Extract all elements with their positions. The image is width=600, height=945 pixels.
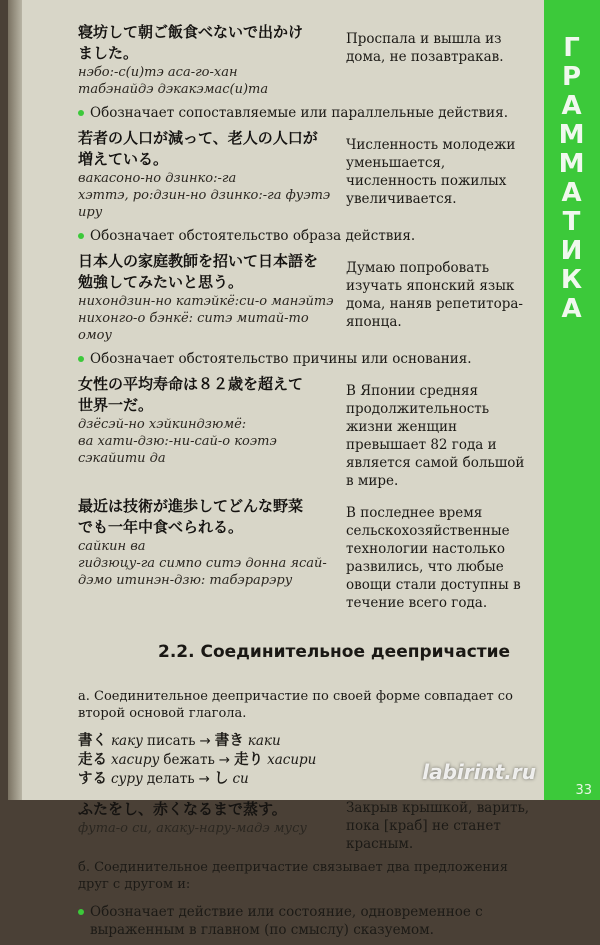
arrow-right-icon: →	[198, 771, 210, 787]
jp-text: 若者の人口が減って、老人の人口が	[78, 129, 318, 147]
jp-text: 最近は技術が進歩してどんな野菜	[78, 497, 304, 515]
verb-dict-form: 書く	[78, 733, 107, 749]
translation: В Японии средняя продолжительность жизни женщин превышает 82 года и является самой большой в мире.	[346, 383, 525, 489]
transcription: нихондзин-но катэйкё:си-о манэйтэ	[78, 294, 334, 309]
example-jp-col	[78, 22, 346, 98]
translation: Закрыв крышкой, варить, пока [краб] не станет красным.	[346, 800, 530, 852]
bullet-dot-icon	[78, 110, 84, 116]
paragraph-b: б. Соединительное деепричастие связывает два предложения друг с другом и:	[78, 860, 508, 892]
example-row	[78, 128, 538, 221]
transcription: иру	[78, 205, 103, 220]
verb-meaning: писать	[147, 733, 196, 749]
transcription: дзёсэй-но хэйкиндзюмё:	[78, 417, 247, 432]
verb-row	[78, 732, 538, 751]
jp-text: ふたをし、赤くなるまで蒸す。	[78, 800, 287, 818]
bullet-item: Обозначает действие или состояние, одновременное с выраженным в главном (по смыслу) сказуемом.	[78, 903, 538, 939]
strip-letter: А	[561, 91, 583, 121]
transcription: сэкайити да	[78, 451, 166, 466]
strip-letter: К	[560, 265, 584, 295]
example-row	[78, 496, 538, 612]
example-row	[78, 22, 538, 98]
strip-letter: М	[558, 120, 586, 150]
transcription: гидзюцу-га симпо ситэ донна ясай-	[78, 556, 327, 571]
arrow-right-icon: →	[199, 733, 211, 749]
example-jp-col	[78, 374, 346, 490]
verb-stem-form: 書き	[214, 733, 244, 749]
strip-letter: И	[560, 236, 584, 266]
page-edge	[8, 0, 22, 800]
transcription: хэттэ, ро:дзин-но дзинко:-га фуэтэ	[78, 188, 331, 203]
example-jp-col	[78, 251, 346, 344]
transcription: нихонго-о бэнкё: ситэ митай-то омоу	[78, 311, 309, 343]
transcription: ва хати-дзю:-ни-сай-о коэтэ	[78, 434, 277, 449]
jp-text: ました。	[78, 44, 139, 62]
bullet-dot-icon	[78, 233, 84, 239]
transcription: сайкин ва	[78, 539, 146, 554]
verb-reading: каку	[111, 733, 144, 749]
bullet-item: Обозначает обстоятельство образа действия.	[78, 227, 538, 245]
strip-letter: Р	[561, 62, 583, 92]
translation: Численность молодежи уменьшается, численность пожилых увеличивается.	[346, 137, 516, 207]
page-content	[78, 22, 538, 945]
strip-letter: Т	[562, 207, 582, 237]
verb-meaning: бежать	[163, 752, 215, 768]
verb-meaning: делать	[146, 771, 195, 787]
jp-text: 日本人の家庭教師を招いて日本語を	[78, 252, 319, 270]
strip-letter: М	[558, 149, 586, 179]
bullet-item: Обозначает сопоставляемые или параллельные действия.	[78, 104, 538, 122]
bullet-dot-icon	[78, 356, 84, 362]
jp-text: 寝坊して朝ご飯食べないで出かけ	[78, 23, 304, 41]
strip-letter: А	[561, 178, 583, 208]
book-page	[8, 0, 600, 938]
arrow-right-icon: →	[218, 752, 231, 768]
section-title: 2.2. Соединительное деепричастие	[158, 642, 511, 662]
translation: В последнее время сельскохозяйственные технологии настолько развились, что любые овощи стали доступны в течение всего года.	[346, 505, 521, 611]
verb-stem-form: 走り	[234, 752, 264, 768]
translation: Проспала и вышла из дома, не позавтракав.	[346, 31, 504, 65]
transcription: дэмо итинэн-дзю: табэрарэру	[78, 573, 293, 588]
page-number: 33	[575, 783, 592, 798]
verb-stem-reading: си	[232, 771, 249, 787]
jp-text: 増えている。	[78, 150, 169, 168]
vertical-title	[544, 34, 600, 324]
verb-dict-form: する	[78, 771, 107, 787]
example-crab	[78, 799, 538, 853]
strip-letter: А	[561, 294, 583, 324]
watermark-logo: labirint.ru	[422, 760, 536, 784]
transcription: табэнайдэ дэкакэмас(и)та	[78, 82, 269, 97]
section-strip	[544, 0, 600, 800]
example-jp-col	[78, 128, 346, 221]
transcription: вакасоно-но дзинко:-га	[78, 171, 237, 186]
verb-reading: хасиру	[111, 752, 160, 768]
bullet-item: Обозначает обстоятельство причины или основания.	[78, 350, 538, 368]
transcription: нэбо:-с(и)тэ аса-го-хан	[78, 65, 238, 80]
example-row	[78, 374, 538, 490]
verb-stem-reading: каки	[247, 733, 281, 749]
example-jp-col	[78, 496, 346, 612]
verb-dict-form: 走る	[78, 752, 107, 768]
translation: Думаю попробовать изучать японский язык дома, наняв репетитора-японца.	[346, 260, 523, 330]
paragraph-a: а. Соединительное деепричастие по своей форме совпадает со второй основой глагола.	[78, 689, 513, 721]
verb-stem-reading: хасири	[267, 752, 317, 768]
jp-text: でも一年中食べられる。	[78, 518, 244, 536]
jp-text: 世界一だ。	[78, 396, 154, 414]
strip-letter: Г	[563, 33, 581, 63]
verb-stem-form: し	[213, 771, 229, 787]
transcription: фута-о си, акаку-нару-мадэ мусу	[78, 821, 307, 836]
verb-reading: суру	[111, 771, 143, 787]
jp-text: 女性の平均寿命は８２歳を超えて	[78, 375, 304, 393]
example-row	[78, 251, 538, 344]
bullet-dot-icon	[78, 909, 84, 915]
jp-text: 勉強してみたいと思う。	[78, 273, 244, 291]
